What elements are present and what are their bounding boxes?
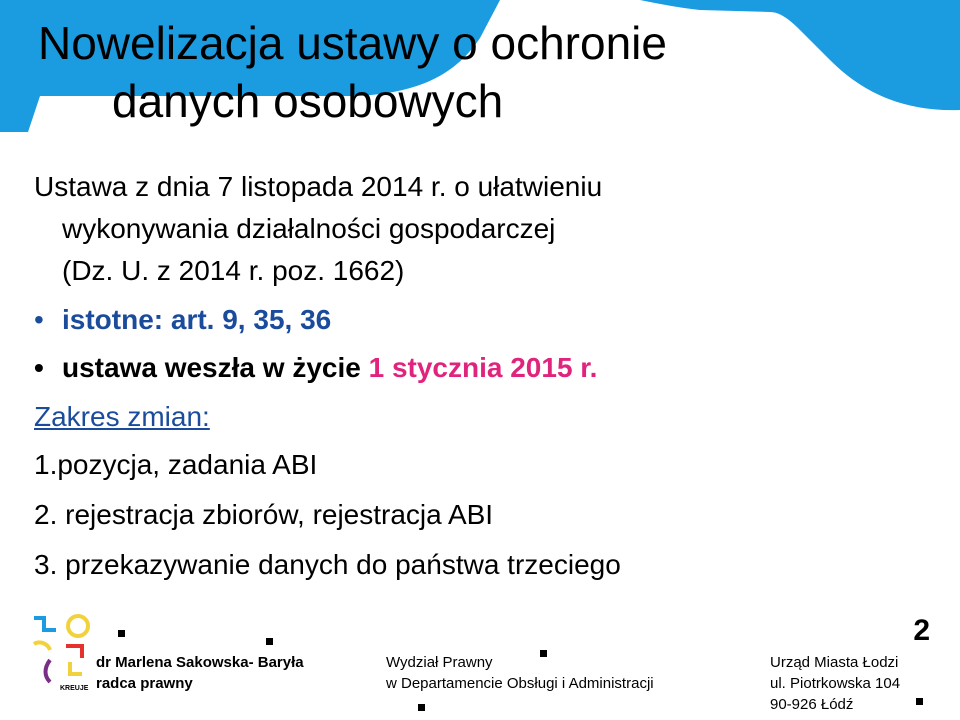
list-item: 3. przekazywanie danych do państwa trzeciego: [34, 549, 621, 580]
footer-office-street: ul. Piotrkowska 104: [770, 675, 901, 692]
footer-office-city: 90-926 Łódź: [770, 696, 854, 713]
bullet-istotne: [34, 300, 934, 340]
decor-dot: [916, 698, 923, 705]
intro-line2: wykonywania działalności gospodarczej: [62, 213, 556, 244]
footer-office-name: Urząd Miasta Łodzi: [770, 654, 899, 671]
decor-dot: [118, 630, 125, 637]
footer-department: w Departamencie Obsługi i Administracji: [386, 675, 654, 692]
bullet-ustawa-date: 1 stycznia 2015 r.: [368, 352, 598, 383]
slide-title-line2: danych osobowych: [112, 75, 504, 127]
slide-content: [34, 166, 934, 590]
intro-line1: Ustawa z dnia 7 listopada 2014 r. o ułatwieniu: [34, 171, 603, 202]
decor-dot: [266, 638, 273, 645]
bullet-istotne-text: istotne: art. 9, 35, 36: [62, 304, 332, 335]
bullet-ustawa: [34, 348, 934, 388]
slide-number: 2: [913, 614, 930, 647]
list-item: 1.pozycja, zadania ABI: [34, 449, 318, 480]
footer-faculty: [386, 652, 654, 694]
zakres-zmian-link[interactable]: Zakres zmian:: [34, 401, 210, 432]
footer-faculty-name: Wydział Prawny: [386, 654, 493, 671]
slide-title-line1: Nowelizacja ustawy o ochronie: [38, 17, 667, 69]
footer-author: [96, 652, 304, 694]
list-item: 2. rejestracja zbiorów, rejestracja ABI: [34, 499, 494, 530]
intro-line3: (Dz. U. z 2014 r. poz. 1662): [62, 255, 405, 286]
bullet-ustawa-text: ustawa weszła w życie: [62, 352, 369, 383]
footer-office: [770, 652, 900, 715]
city-logo-icon: [26, 612, 96, 692]
footer-author-role: radca prawny: [96, 675, 193, 692]
slide-title: [38, 14, 898, 130]
decor-dot: [418, 704, 425, 711]
footer-author-name: dr Marlena Sakowska- Baryła: [96, 654, 304, 671]
logo-text: KREUJE: [60, 685, 89, 692]
